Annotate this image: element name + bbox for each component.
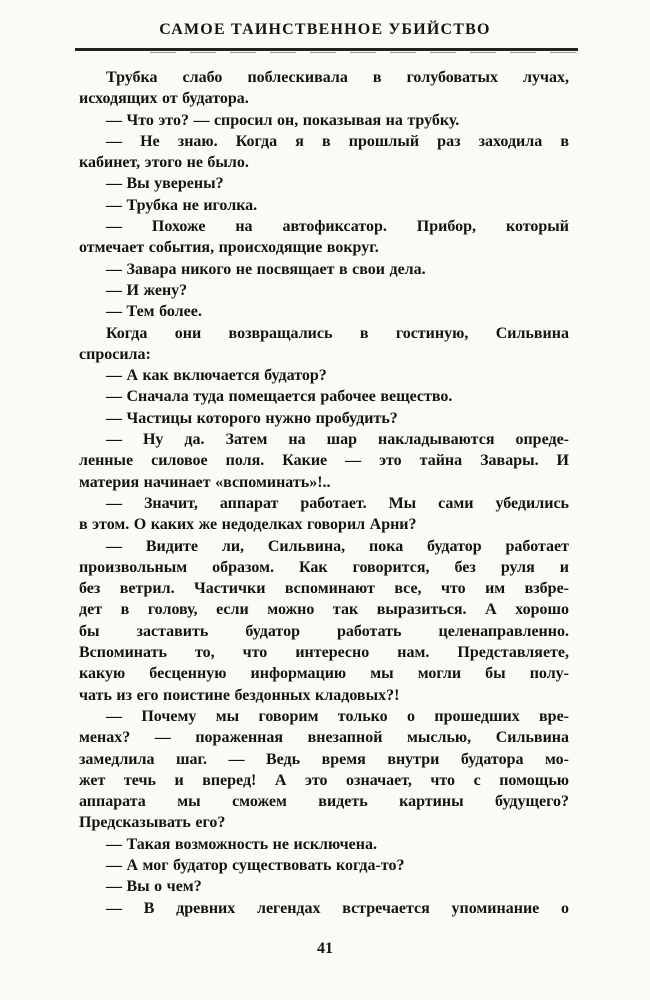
text-line: в этом. О каких же недоделках говорил Арни? xyxy=(79,516,417,534)
text-line: исходящих от будатора. xyxy=(79,90,249,108)
header-rule-scan-artifact xyxy=(150,52,578,53)
text-line: менах? — пораженная внезапной мыслью, Сильвина xyxy=(79,729,569,747)
text-line: — Тем более. xyxy=(106,303,202,321)
text-line: материя начинает «вспоминать»!.. xyxy=(79,473,331,491)
page-body xyxy=(79,67,569,919)
text-line: — А как включается будатор? xyxy=(106,367,327,385)
text-line: — Трубка не иголка. xyxy=(106,196,258,214)
text-line: — Такая возможность не исключена. xyxy=(106,835,377,853)
text-line: — Ну да. Затем на шар накладываются опреде- xyxy=(106,431,569,449)
text-line: — Частицы которого нужно пробудить? xyxy=(106,409,398,427)
text-line: бы заставить будатор работать целенаправленно. xyxy=(79,622,569,640)
text-line: жет течь и вперед! А это означает, что с помощью xyxy=(79,771,569,789)
text-line: — Не знаю. Когда я в прошлый раз заходила в xyxy=(106,132,569,150)
text-line: без ветрил. Частички вспоминают все, что им взбре- xyxy=(79,580,569,598)
header-rule xyxy=(75,48,578,51)
text-line: — И жену? xyxy=(106,281,188,299)
text-line: Трубка слабо поблескивала в голубоватых лучах, xyxy=(106,69,569,86)
text-line: спросила: xyxy=(79,345,151,363)
text-line: Предсказывать его? xyxy=(79,814,226,832)
text-line: чать из его поистине бездонных кладовых?! xyxy=(79,686,400,704)
text-line: — Видите ли, Сильвина, пока будатор работает xyxy=(106,537,569,555)
text-line: отмечает события, происходящие вокруг. xyxy=(79,239,379,257)
text-line: — Значит, аппарат работает. Мы сами убедились xyxy=(106,494,569,512)
page-number: 41 xyxy=(317,940,333,957)
text-line: — В древних легендах встречается упоминание о xyxy=(106,899,569,917)
text-line: — Сначала туда помещается рабочее вещество. xyxy=(106,388,453,406)
text-line: какую бесценную информацию мы могли бы полу- xyxy=(79,665,569,683)
text-line: замедлила шаг. — Ведь время внутри будатора мо- xyxy=(79,750,569,768)
text-line: — Вы о чем? xyxy=(106,878,202,896)
text-line: ленные силовое поля. Какие — это тайна Завары. И xyxy=(79,452,569,470)
text-line: дет в голову, если можно так выразиться. А хорошо xyxy=(79,601,569,619)
text-line: кабинет, этого не было. xyxy=(79,154,249,172)
text-line: — Завара никого не посвящает в свои дела. xyxy=(106,260,426,278)
text-line: — А мог будатор существовать когда-то? xyxy=(106,856,405,874)
text-line: — Почему мы говорим только о прошедших вре- xyxy=(106,707,569,725)
running-header: САМОЕ ТАИНСТВЕННОЕ УБИЙСТВО xyxy=(159,21,491,38)
text-line: — Вы уверены? xyxy=(106,175,224,193)
text-line: Когда они возвращались в гостиную, Сильвина xyxy=(106,324,569,342)
text-line: аппарата мы сможем видеть картины будущего? xyxy=(79,793,569,811)
text-line: произвольным образом. Как говорится, без руля и xyxy=(79,558,569,576)
text-line: Вспоминать то, что интересно нам. Представляете, xyxy=(79,644,569,662)
text-line: — Что это? — спросил он, показывая на трубку. xyxy=(106,111,460,129)
text-line: — Похоже на автофиксатор. Прибор, который xyxy=(106,218,569,236)
